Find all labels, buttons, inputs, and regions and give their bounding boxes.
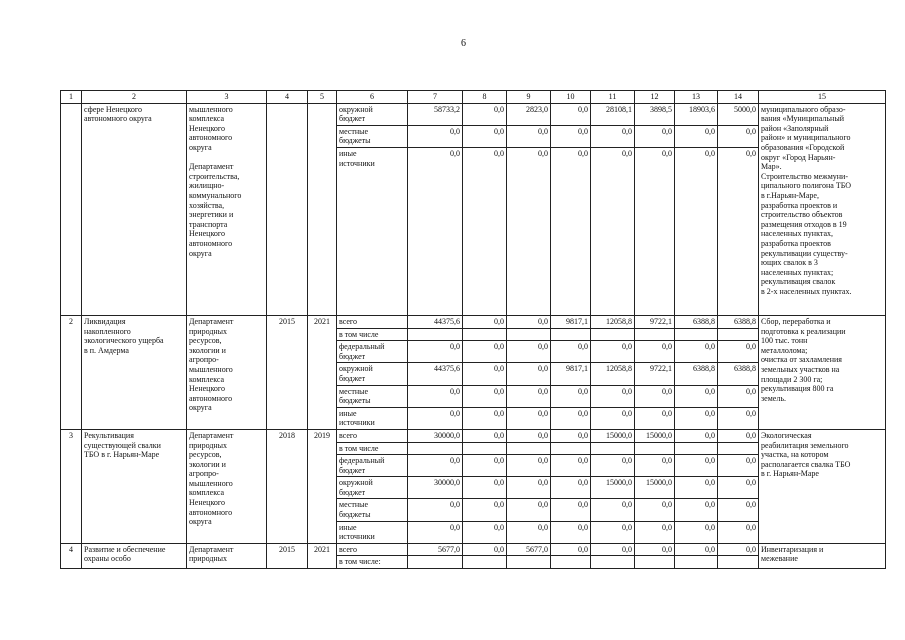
funding-value: 0,0 [675,125,718,147]
end-year: 2021 [308,543,337,568]
funding-value: 0,0 [463,543,507,556]
table-row [61,315,886,328]
funding-value: 0,0 [675,147,718,315]
funding-value: 15000,0 [591,429,635,442]
funding-source: окружной бюджет [337,477,408,499]
funding-value: 0,0 [718,455,759,477]
funding-value: 0,0 [408,385,463,407]
funding-value [675,328,718,341]
funding-value: 0,0 [507,125,551,147]
funding-value: 0,0 [507,429,551,442]
funding-value: 0,0 [675,455,718,477]
funding-value [408,556,463,569]
funding-value: 0,0 [507,455,551,477]
funding-value: 0,0 [718,477,759,499]
funding-value: 2823,0 [507,103,551,125]
funding-value: 0,0 [507,385,551,407]
funding-value [675,442,718,455]
funding-value: 0,0 [551,341,591,363]
funding-value: 18903,6 [675,103,718,125]
start-year: 2015 [267,543,308,568]
funding-source: всего [337,543,408,556]
funding-source: федеральный бюджет [337,341,408,363]
funding-value [635,328,675,341]
funding-value: 0,0 [507,341,551,363]
funding-value: 0,0 [507,499,551,521]
funding-value: 0,0 [463,103,507,125]
expected-result: Экологическая реабилитация земельного участка, на котором располагается свалка ТБО в г. Нарьян-Маре [759,429,886,543]
funding-value: 0,0 [551,543,591,556]
funding-value: 6388,8 [675,315,718,328]
end-year [308,103,337,315]
start-year: 2018 [267,429,308,543]
funding-value: 0,0 [675,543,718,556]
item-number: 4 [61,543,82,568]
funding-value: 0,0 [463,477,507,499]
funding-value [591,328,635,341]
funding-value: 44375,6 [408,363,463,385]
expected-result: Сбор, переработка и подготовка к реализации 100 тыс. тонн металлолома; очистка от захламления земельных участков на площади 2 300 га; рекультивация 800 га земель. [759,315,886,429]
funding-value: 3898,5 [635,103,675,125]
funding-value: 0,0 [635,407,675,429]
funding-value: 0,0 [408,521,463,543]
column-number: 1 [61,91,82,104]
funding-value: 0,0 [718,407,759,429]
funding-value: 0,0 [635,521,675,543]
start-year [267,103,308,315]
funding-value: 0,0 [591,407,635,429]
funding-value: 12058,8 [591,363,635,385]
funding-value [635,442,675,455]
funding-value: 0,0 [463,521,507,543]
start-year: 2015 [267,315,308,429]
expected-result: муниципального образо- вания «Муниципальный район «Заполярный район» и муниципального образования «Городской округ «Город Нарьян- Мар». Строительство межмуни- ципального полигона ТБО в г.Нарьян-Маре, разработка проектов и строительство объектов размещения отходов в 19 населенных пунктах, разработка проектов рекультивации существу- ющих свалок в 3 населенных пунктах; рекультивация свалок в 2-х населенных пунктах. [759,103,886,315]
funding-value: 5677,0 [507,543,551,556]
funding-value [408,328,463,341]
funding-value: 0,0 [635,543,675,556]
column-number: 10 [551,91,591,104]
column-number: 12 [635,91,675,104]
column-number: 15 [759,91,886,104]
funding-value: 0,0 [551,499,591,521]
funding-value: 0,0 [551,477,591,499]
funding-value: 0,0 [718,341,759,363]
funding-value: 0,0 [718,147,759,315]
funding-value: 44375,6 [408,315,463,328]
funding-value: 0,0 [463,125,507,147]
funding-value: 0,0 [591,543,635,556]
funding-value: 0,0 [675,499,718,521]
funding-value: 9722,1 [635,315,675,328]
funding-value: 0,0 [408,455,463,477]
column-number: 4 [267,91,308,104]
measure-name: сфере Ненецкого автономного округа [82,103,187,315]
page-number: 6 [461,38,466,49]
funding-value: 0,0 [551,385,591,407]
funding-value [463,442,507,455]
funding-value: 30000,0 [408,429,463,442]
funding-value: 0,0 [591,385,635,407]
column-number: 3 [187,91,267,104]
funding-value [408,442,463,455]
funding-value [718,556,759,569]
funding-value: 0,0 [408,341,463,363]
column-number: 9 [507,91,551,104]
funding-value: 0,0 [718,499,759,521]
table-row [61,543,886,556]
funding-value: 58733,2 [408,103,463,125]
funding-value: 0,0 [507,147,551,315]
funding-value: 0,0 [551,125,591,147]
funding-value: 6388,8 [718,315,759,328]
end-year: 2021 [308,315,337,429]
funding-value: 0,0 [463,147,507,315]
funding-value: 6388,8 [675,363,718,385]
funding-source: окружной бюджет [337,363,408,385]
funding-value: 0,0 [675,385,718,407]
funding-value: 0,0 [408,499,463,521]
funding-value [551,556,591,569]
funding-value: 0,0 [675,477,718,499]
expected-result: Инвентаризация и межевание [759,543,886,568]
funding-value: 0,0 [718,521,759,543]
funding-source: в том числе [337,328,408,341]
funding-value [507,556,551,569]
funding-value: 0,0 [635,455,675,477]
funding-value: 0,0 [408,407,463,429]
funding-value: 0,0 [675,521,718,543]
funding-value [718,442,759,455]
funding-value: 0,0 [551,429,591,442]
funding-value: 0,0 [591,499,635,521]
item-number: 2 [61,315,82,429]
column-number: 14 [718,91,759,104]
funding-source: местные бюджеты [337,499,408,521]
funding-value: 15000,0 [635,429,675,442]
item-number [61,103,82,315]
funding-value: 0,0 [675,341,718,363]
funding-value [551,442,591,455]
column-number: 11 [591,91,635,104]
funding-value: 0,0 [463,499,507,521]
funding-value: 0,0 [551,407,591,429]
measure-name: Ликвидация накопленного экологического ущерба в п. Амдерма [82,315,187,429]
funding-value: 0,0 [507,315,551,328]
funding-source: всего [337,315,408,328]
funding-value: 9817,1 [551,315,591,328]
funding-value: 0,0 [635,147,675,315]
funding-value: 0,0 [551,521,591,543]
funding-source: местные бюджеты [337,125,408,147]
measure-name: Рекультивация существующей свалки ТБО в г. Нарьян-Маре [82,429,187,543]
funding-value: 0,0 [463,315,507,328]
funding-value: 0,0 [675,407,718,429]
funding-value: 0,0 [718,543,759,556]
item-number: 3 [61,429,82,543]
funding-value: 0,0 [635,341,675,363]
funding-value: 30000,0 [408,477,463,499]
column-number: 2 [82,91,187,104]
funding-value: 0,0 [635,385,675,407]
funding-value: 0,0 [463,455,507,477]
executor: Департамент природных ресурсов, экологии и агропро- мышленного комплекса Ненецкого автономного округа [187,315,267,429]
column-number: 8 [463,91,507,104]
funding-source: в том числе [337,442,408,455]
funding-source: местные бюджеты [337,385,408,407]
column-number: 6 [337,91,408,104]
funding-value [463,556,507,569]
funding-value [507,442,551,455]
funding-value: 0,0 [408,147,463,315]
funding-value: 0,0 [507,477,551,499]
funding-source: окружной бюджет [337,103,408,125]
financing-table [60,90,886,569]
table-row [61,429,886,442]
funding-value: 0,0 [718,385,759,407]
executor: Департамент природных [187,543,267,568]
funding-value: 0,0 [507,521,551,543]
funding-source: иные источники [337,521,408,543]
funding-value: 0,0 [463,407,507,429]
funding-value: 0,0 [591,147,635,315]
funding-source: всего [337,429,408,442]
funding-value: 0,0 [591,125,635,147]
funding-value: 15000,0 [591,477,635,499]
measure-name: Развитие и обеспечение охраны особо [82,543,187,568]
funding-source: федеральный бюджет [337,455,408,477]
funding-value [718,328,759,341]
funding-value: 0,0 [408,125,463,147]
funding-value: 0,0 [463,363,507,385]
funding-value [551,328,591,341]
funding-value: 0,0 [551,455,591,477]
funding-value: 0,0 [675,429,718,442]
funding-value: 0,0 [551,147,591,315]
funding-value: 15000,0 [635,477,675,499]
funding-value: 9722,1 [635,363,675,385]
funding-value: 0,0 [463,429,507,442]
funding-value: 28108,1 [591,103,635,125]
funding-value: 0,0 [463,341,507,363]
column-number: 7 [408,91,463,104]
funding-value [591,556,635,569]
column-number-row [61,91,886,104]
funding-value: 0,0 [718,429,759,442]
end-year: 2019 [308,429,337,543]
funding-value: 0,0 [591,521,635,543]
funding-value [507,328,551,341]
table-row [61,103,886,125]
executor: Департамент природных ресурсов, экологии и агропро- мышленного комплекса Ненецкого автономного округа [187,429,267,543]
funding-source: иные источники [337,147,408,315]
funding-value [675,556,718,569]
funding-value: 0,0 [718,125,759,147]
funding-value: 0,0 [591,455,635,477]
funding-value: 0,0 [635,499,675,521]
funding-value: 5000,0 [718,103,759,125]
column-number: 5 [308,91,337,104]
funding-value: 12058,8 [591,315,635,328]
funding-value [635,556,675,569]
funding-value: 0,0 [635,125,675,147]
funding-value: 0,0 [591,341,635,363]
column-number: 13 [675,91,718,104]
funding-value: 5677,0 [408,543,463,556]
funding-value [591,442,635,455]
funding-value: 9817,1 [551,363,591,385]
funding-value: 0,0 [463,385,507,407]
executor: мышленного комплекса Ненецкого автономного округа Департамент строительства, жилищно- коммунального хозяйства, энергетики и транспорта Ненецкого автономного округа [187,103,267,315]
funding-source: в том числе: [337,556,408,569]
funding-value: 0,0 [507,363,551,385]
funding-value: 0,0 [551,103,591,125]
funding-value [463,328,507,341]
funding-value: 0,0 [507,407,551,429]
funding-source: иные источники [337,407,408,429]
funding-value: 6388,8 [718,363,759,385]
